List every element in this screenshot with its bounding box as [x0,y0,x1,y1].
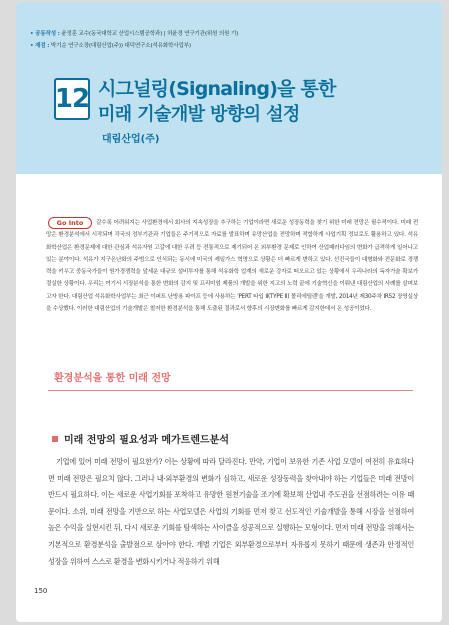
chapter-header-band [16,2,442,174]
chapter-title-line-1: 시그널링(Signaling)을 통한 [98,78,336,100]
contributor-label: • 공동작성 : [30,31,60,37]
document-page [16,2,442,622]
abstract-paragraph: 갈수록 어려워지는 사업환경에서 회사의 지속성장을 추구하는 기업이라면 새로운 성장동력을 찾기 위한 미래 전망은 필수적이다. 미래 전망은 환경분석에서 시작되며 각국의 정부기관과 기업들은 주기적으로 자료를 발표하며 유망산업을 전망하며 적합하게 사업기획 정보로도 활용하고 있다. 석유화학산업은 환경문제에 대한 관심과 석유자원 고갈에 대한 우려 등 전통적으로 제기되어 온 외부환경 문제로 인하여 산업패러다임의 변화가 급격하게 일어나고 있는 분야이다. 석유가 지구온난화의 주범으로 인식되는 동시에 미국의 셰일가스 혁명으로 상황은 더 빠르게 변하고 있다. 선진국들이 대형화와 전문화로 경쟁력을 키우고 중동국가들이 원가경쟁력을 앞세운 대규모 설비투자를 통해 석유화학 업계의 새로운 강자로 떠오르고 있는 상황에서 우리나라의 독자가술 확보가 절실한 상황이다. 우리는 여기서 시장분석을 통한 변화의 감지 및 프리미엄 제품의 개발을 위한 지고의 노력 끝에 기술혁신을 이뤄낸 대림산업의 사례를 살펴보고자 한다. 대림산업 석유화학사업부는 최근 이퍼트 난방용 파이프 등에 사용하는 'PERT 타입 Ⅱ(TYPE Ⅱ) 폴리에틸렌'을 개발, 2014년 제30주차 IR52 장영실상을 수상했다. 이러한 대림산업의 기술개발은 철저한 환경분석을 통해 도출된 결과로서 향후의 시장변화를 빠르게 감지한데서 온 성공이었다. [46,220,418,313]
page-number: 150 [34,587,48,595]
section-heading [48,357,413,391]
reviewer-label: • 재검 : [30,43,50,49]
reviewer-line [30,41,191,49]
chapter-author: 대림산업(주) [102,134,160,145]
body-paragraph: 기업에 있어 미래 전망이 필요한가? 이는 상황에 따라 달라진다. 만약, 기업이 보유한 기존 사업 모델이 여전히 유효하다면 미래 전망은 필요치 않다. 그러나 내·외부환경의 변화가 심하고, 새로운 성장동력을 찾아내야 하는 기업들은 미래 전망이 반드시 필요하다. 이는 새로운 사업기회를 포착하고 유망한 원천기술을 조기에 확보해 산업내 주도권을 선점하려는 이유 때문이다. 소위, 미래 전망을 기반으로 하는 사업모델은 사업의 기회를 먼저 찾고 선도적인 기술개발을 통해 시장을 선점하여 높은 수익을 실현시킨 뒤, 다시 새로운 기회를 탐색하는 사이클을 성공적으로 실행하는 모형이다. 먼저 미래 전망을 위해서는 기본적으로 환경분석을 출발점으로 삼아야 한다. 개별 기업은 외부환경으로부터 자유롭지 못하기 때문에 생존과 안정적인 성장을 위하여 스스로 환경을 변화시키거나 적응하기 위해 [48,457,414,566]
contributor-text: 윤정훈 교수(동국대학교 산업시스템공학과) | 허윤경 연구기관(위원 의원 기) [61,31,239,37]
chapter-number: 12 [54,84,90,114]
go-into-badge: Go Into [48,217,92,229]
subsection-title: 미래 전망의 필요성과 메가트렌드분석 [64,435,230,446]
section-title: 환경분석을 통한 미래 전망 [54,373,171,384]
reviewer-text: 박기순 연구소장(대림산업(주)) 대덕연구소(석유화학사업부) [50,43,191,49]
square-bullet-icon [52,436,58,442]
chapter-number-badge [54,78,90,120]
contributor-line [30,29,238,37]
chapter-title-line-2: 미래 기술개발 방향의 설정 [98,104,300,125]
